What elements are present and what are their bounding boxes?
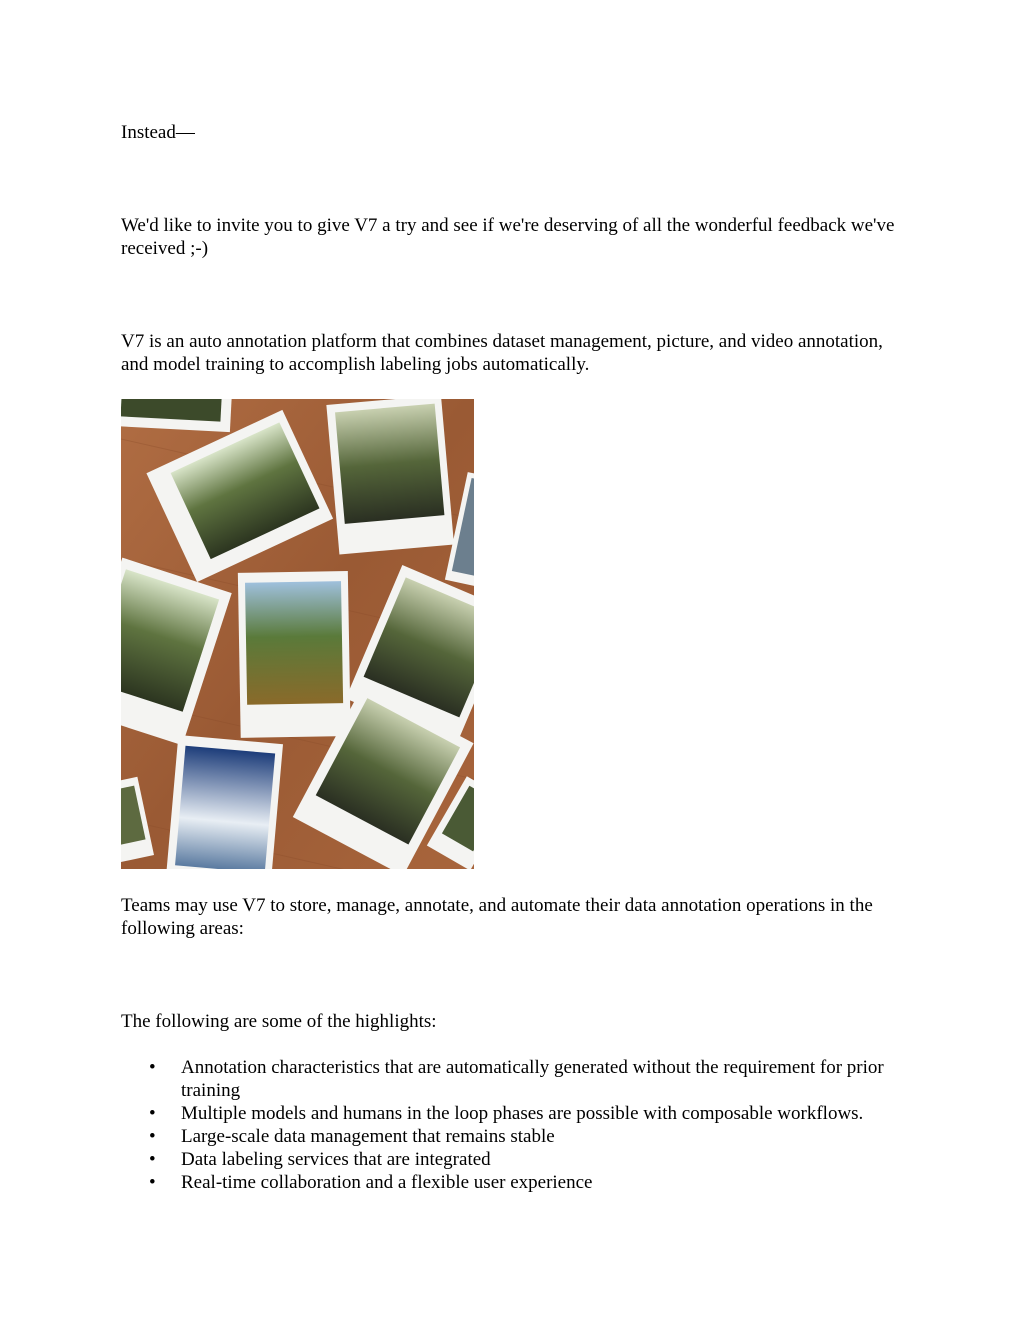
instant-photos-image bbox=[121, 399, 474, 869]
bullet-icon: • bbox=[149, 1057, 156, 1078]
paragraph-instead: Instead— bbox=[121, 122, 195, 143]
bullet-icon: • bbox=[149, 1103, 156, 1124]
list-item-text: Large-scale data management that remains stable bbox=[181, 1126, 555, 1147]
list-item-text: Annotation characteristics that are automatically generated without the requirement for prior training bbox=[181, 1057, 884, 1101]
list-item bbox=[121, 1102, 921, 1125]
bullet-icon: • bbox=[149, 1149, 156, 1170]
paragraph-highlights-intro: The following are some of the highlights: bbox=[121, 1011, 437, 1032]
list-item bbox=[121, 1056, 921, 1102]
bullet-icon: • bbox=[149, 1126, 156, 1147]
paragraph-v7-description: V7 is an auto annotation platform that combines dataset management, picture, and video annotation, and model training to accomplish labeling jobs automatically. bbox=[121, 331, 883, 375]
list-item bbox=[121, 1125, 921, 1148]
paragraph-teams-usage: Teams may use V7 to store, manage, annotate, and automate their data annotation operations in the following areas: bbox=[121, 895, 873, 939]
list-item-text: Real-time collaboration and a flexible user experience bbox=[181, 1172, 593, 1193]
list-item bbox=[121, 1148, 921, 1171]
highlights-list bbox=[121, 1056, 921, 1194]
list-item-text: Multiple models and humans in the loop phases are possible with composable workflows. bbox=[181, 1103, 864, 1124]
list-item bbox=[121, 1171, 921, 1194]
paragraph-invitation: We'd like to invite you to give V7 a try and see if we're deserving of all the wonderful feedback we've received ;-) bbox=[121, 215, 895, 259]
bullet-icon: • bbox=[149, 1172, 156, 1193]
list-item-text: Data labeling services that are integrated bbox=[181, 1149, 491, 1170]
